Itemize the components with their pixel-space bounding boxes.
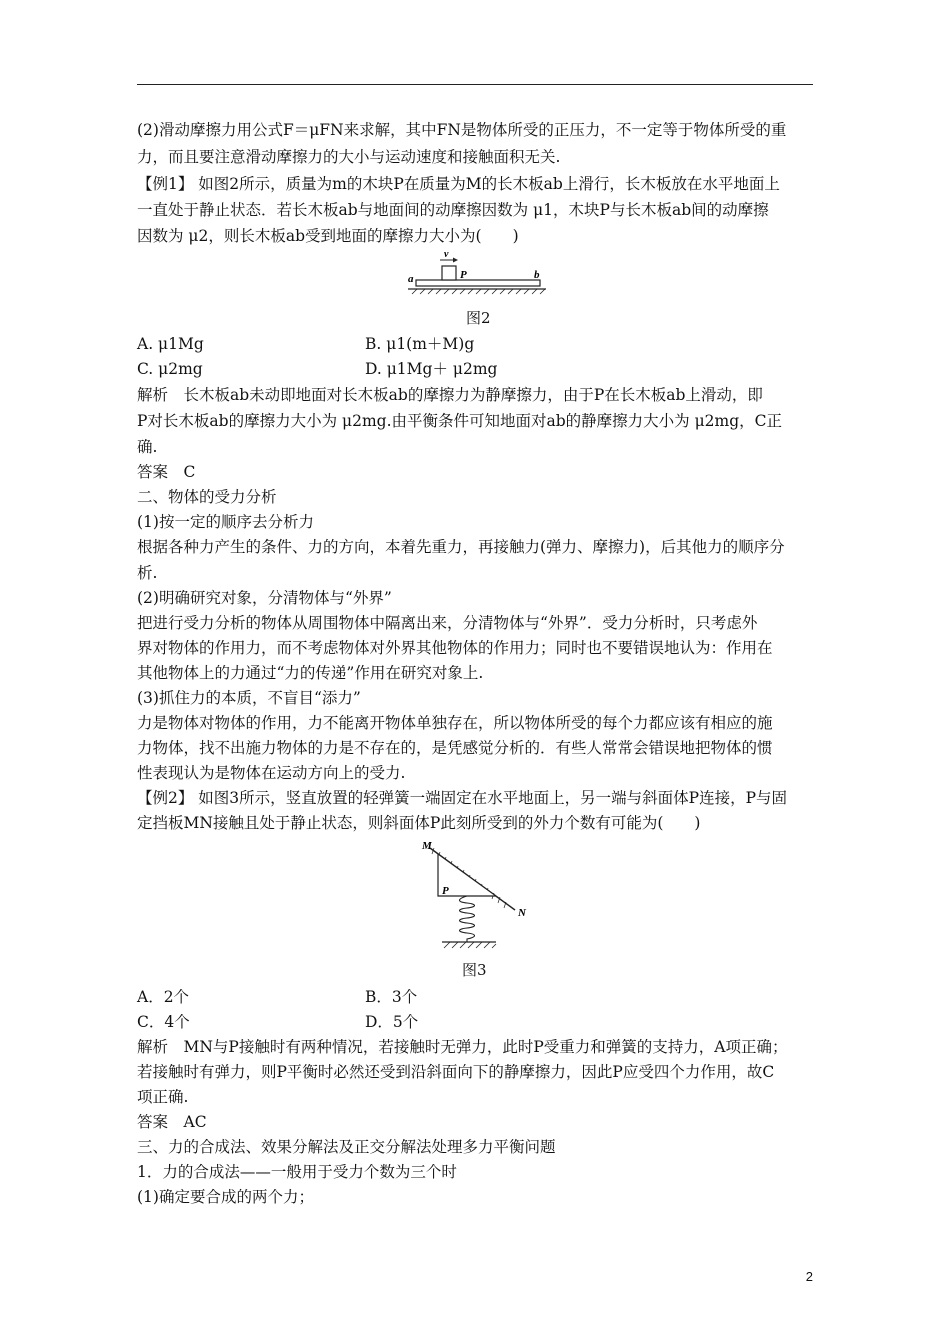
example-1-heading: 【例1】 如图2所示，质量为m的木块P在质量为M的长木板ab上滑行，长木板放在水平地面上	[137, 175, 780, 193]
analysis-line: 项正确.	[137, 1088, 189, 1106]
option-a: A. μ1Mg	[137, 335, 204, 353]
text-line: 其他物体上的力通过“力的传递”作用在研究对象上.	[137, 664, 484, 682]
text-line: (2)滑动摩擦力用公式F＝μFN来求解，其中FN是物体所受的正压力，不一定等于物体所受的重	[137, 121, 787, 139]
option-c: C．4个	[137, 1013, 190, 1031]
text-line: 力是物体对物体的作用，力不能离开物体单独存在，所以物体所受的每个力都应该有相应的施	[137, 714, 773, 732]
option-c: C. μ2mg	[137, 360, 203, 378]
figure-2-caption: 图2	[466, 309, 491, 327]
analysis-line: P对长木板ab的摩擦力大小为 μ2mg.由平衡条件可知地面对ab的静摩擦力大小为 μ2mg，C正	[137, 412, 783, 430]
floor-hatching	[444, 942, 496, 948]
ground-hatching	[412, 289, 545, 294]
text-line: 定挡板MN接触且处于静止状态，则斜面体P此刻所受到的外力个数有可能为( )	[137, 814, 701, 832]
figure-2	[400, 248, 550, 298]
label-n: N	[518, 907, 526, 919]
spring	[460, 896, 475, 942]
page-number: 2	[805, 1269, 813, 1284]
analysis-line: 若接触时有弹力，则P平衡时必然还受到沿斜面向下的静摩擦力，因此P应受四个力作用，故C	[137, 1063, 775, 1081]
text-line: (3)抓住力的本质，不盲目“添力”	[137, 689, 361, 707]
answer-line: 答案 C	[137, 463, 196, 481]
text-line: 把进行受力分析的物体从周围物体中隔离出来，分清物体与“外界”．受力分析时，只考虑外	[137, 614, 758, 632]
text-line: 析.	[137, 564, 158, 582]
analysis-line: 解析 MN与P接触时有两种情况，若接触时无弹力，此时P受重力和弹簧的支持力，A项正确；	[137, 1038, 788, 1056]
text-line: (1)确定要合成的两个力；	[137, 1188, 314, 1206]
label-m: M	[422, 840, 432, 852]
example-2-heading: 【例2】 如图3所示，竖直放置的轻弹簧一端固定在水平地面上，另一端与斜面体P连接，P与固	[137, 789, 788, 807]
label-b: b	[534, 269, 540, 281]
section-heading: 三、力的合成法、效果分解法及正交分解法处理多力平衡问题	[137, 1138, 556, 1156]
text-line: 界对物体的作用力，而不考虑物体对外界其他物体的作用力；同时也不要错误地认为：作用在	[137, 639, 773, 657]
figure-3	[420, 838, 540, 956]
label-p: P	[442, 885, 449, 897]
block-p	[442, 266, 456, 280]
text-line: (2)明确研究对象，分清物体与“外界”	[137, 589, 392, 607]
section-heading: 二、物体的受力分析	[137, 488, 277, 506]
plank-ab	[416, 280, 540, 286]
option-b: B. μ1(m＋M)g	[365, 335, 475, 353]
label-a: a	[408, 273, 414, 285]
text-line: 性表现认为是物体在运动方向上的受力.	[137, 764, 406, 782]
text-line: (1)按一定的顺序去分析力	[137, 513, 314, 531]
text-line: 因数为 μ2，则长木板ab受到地面的摩擦力大小为( )	[137, 227, 519, 245]
answer-line: 答案 AC	[137, 1113, 207, 1131]
option-d: D．5个	[365, 1013, 419, 1031]
text-line: 力，而且要注意滑动摩擦力的大小与运动速度和接触面积无关.	[137, 148, 561, 166]
figure-3-caption: 图3	[462, 961, 487, 979]
text-line: 根据各种力产生的条件、力的方向，本着先重力，再接触力(弹力、摩擦力)，后其他力的顺序分	[137, 538, 785, 556]
analysis-line: 解析 长木板ab未动即地面对长木板ab的摩擦力为静摩擦力，由于P在长木板ab上滑动，即	[137, 386, 763, 404]
text-line: 力物体，找不出施力物体的力是不存在的，是凭感觉分析的．有些人常常会错误地把物体的惯	[137, 739, 773, 757]
header-rule	[137, 84, 813, 85]
text-line: 1．力的合成法——一般用于受力个数为三个时	[137, 1163, 457, 1181]
text-line: 一直处于静止状态．若长木板ab与地面间的动摩擦因数为 μ1，木块P与长木板ab间的动摩擦	[137, 201, 769, 219]
analysis-line: 确.	[137, 438, 158, 456]
option-d: D. μ1Mg＋ μ2mg	[365, 360, 498, 378]
label-v: v	[444, 249, 449, 260]
option-a: A．2个	[137, 988, 190, 1006]
label-p: P	[460, 269, 467, 281]
option-b: B．3个	[365, 988, 418, 1006]
